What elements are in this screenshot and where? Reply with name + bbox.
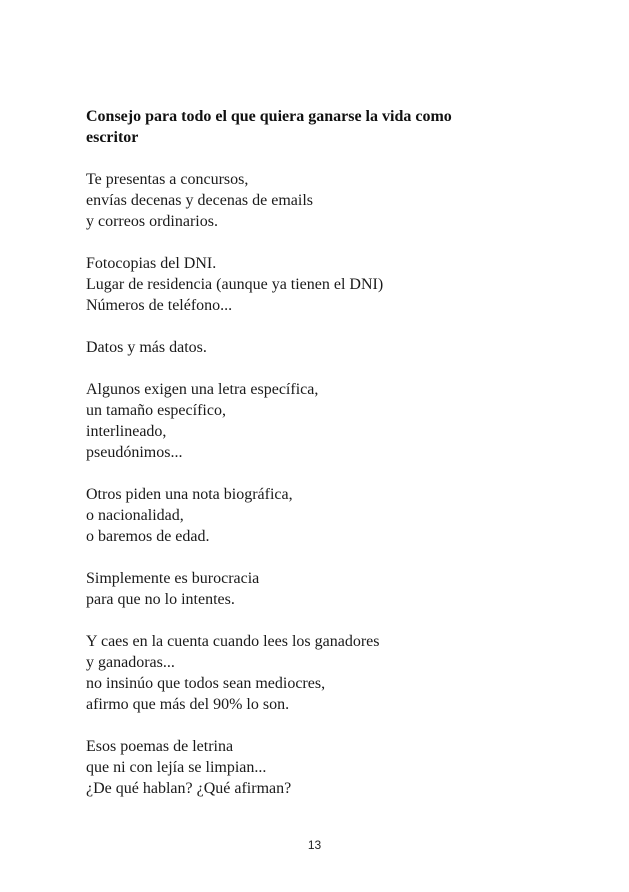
page-number: 13 [307,838,322,852]
verse-line: Algunos exigen una letra específica, [86,381,319,398]
verse-line: o baremos de edad. [86,528,210,545]
verse-line: Números de teléfono... [86,297,233,314]
poem-title [86,106,546,148]
verse-line: envías decenas y decenas de emails [86,192,314,209]
verse-line: Esos poemas de letrina [86,738,234,755]
verse-line: ¿De qué hablan? ¿Qué afirman? [86,780,292,797]
verse-line: y correos ordinarios. [86,213,218,230]
poem-title-line: Consejo para todo el que quiera ganarse la vida como [86,108,452,125]
verse-line: Y caes en la cuenta cuando lees los ganadores [86,633,380,650]
verse-line: Datos y más datos. [86,339,207,356]
verse-line: Simplemente es burocracia [86,570,260,587]
verse-line: Otros piden una nota biográfica, [86,486,293,503]
stanza-6 [86,568,546,610]
stanza-3 [86,337,546,358]
verse-line: que ni con lejía se limpian... [86,759,267,776]
verse-line: un tamaño específico, [86,402,226,419]
verse-line: y ganadoras... [86,654,175,671]
poem-title-line: escritor [86,129,139,146]
verse-line: Te presentas a concursos, [86,171,249,188]
verse-line: afirmo que más del 90% lo son. [86,696,290,713]
stanza-8 [86,736,546,799]
verse-line: Lugar de residencia (aunque ya tienen el DNI) [86,276,384,293]
stanza-1 [86,169,546,232]
verse-line: Fotocopias del DNI. [86,255,217,272]
verse-line: para que no lo intentes. [86,591,235,608]
stanza-4 [86,379,546,463]
stanza-5 [86,484,546,547]
stanza-2 [86,253,546,316]
verse-line: o nacionalidad, [86,507,184,524]
poem-body [86,106,546,820]
verse-line: pseudónimos... [86,444,183,461]
stanza-7 [86,631,546,715]
verse-line: interlineado, [86,423,167,440]
verse-line: no insinúo que todos sean mediocres, [86,675,326,692]
